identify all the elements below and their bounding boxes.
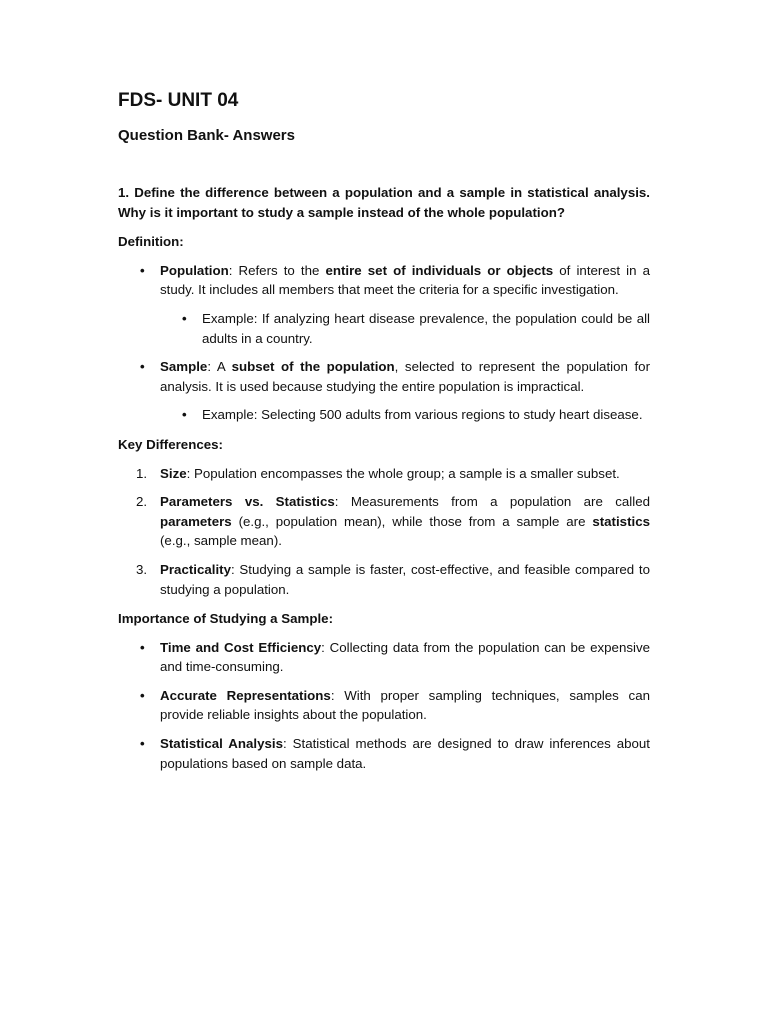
key-difference-item (118, 464, 650, 484)
emphasis-text: entire set of individuals or objects (325, 262, 554, 278)
definition-item-sample (118, 357, 650, 425)
definition-text: : A (207, 359, 232, 375)
list-number: 2. (136, 494, 148, 510)
key-difference-item (118, 492, 650, 551)
importance-paragraph (160, 638, 650, 677)
importance-paragraph (160, 734, 650, 773)
importance-item (118, 734, 650, 773)
document-title: FDS- UNIT 04 (118, 90, 239, 111)
bullet-icon: • (140, 639, 145, 655)
question-text: 1. Define the difference between a population and a sample in statistical analysis. Why is it important to study a sample instead of the whole population? (118, 185, 650, 220)
importance-item (118, 638, 650, 677)
importance-heading: Importance of Studying a Sample: (118, 611, 333, 627)
definition-text: , selected to represent the population for analysis. It is used because studying the entire population is impractical. (160, 359, 650, 394)
key-difference-text: : Measurements from a population are called (334, 494, 650, 510)
definition-list (118, 261, 650, 425)
example-list (160, 405, 650, 425)
bullet-icon: • (140, 687, 145, 703)
term-label: Statistical Analysis (160, 736, 283, 752)
key-difference-paragraph (160, 560, 650, 599)
term-label: Population (160, 262, 229, 278)
bullet-icon: • (140, 736, 145, 752)
key-differences-heading: Key Differences: (118, 436, 223, 452)
importance-text: : Collecting data from the population can be expensive and time-consuming. (160, 639, 650, 675)
importance-text: : With proper sampling techniques, samples can provide reliable insights about the population. (160, 687, 650, 723)
sub-bullet-icon: • (182, 310, 187, 326)
list-number: 1. (136, 465, 148, 481)
example-item (160, 405, 650, 425)
definition-paragraph (160, 261, 650, 300)
term-label: Size (160, 465, 187, 481)
term-label: Practicality (160, 561, 231, 577)
bullet-icon: • (140, 262, 145, 278)
key-difference-item (118, 560, 650, 599)
key-difference-text: (e.g., population mean), while those from a sample are (231, 513, 593, 529)
example-list (160, 309, 650, 348)
definition-paragraph (160, 357, 650, 396)
term-label: Time and Cost Efficiency (160, 639, 322, 655)
definition-heading: Definition: (118, 234, 184, 250)
emphasis-text: parameters (160, 513, 232, 529)
document-subtitle: Question Bank- Answers (118, 127, 295, 144)
term-label: Parameters vs. Statistics (160, 494, 335, 510)
document-content (118, 88, 650, 782)
definition-item-population (118, 261, 650, 348)
bullet-icon: • (140, 359, 145, 375)
emphasis-text: statistics (592, 513, 650, 529)
key-difference-paragraph (160, 464, 650, 484)
definition-text: of interest in a study. It includes all members that meet the criteria for a specific investigation. (160, 262, 650, 298)
importance-paragraph (160, 686, 650, 725)
example-text: Example: Selecting 500 adults from various regions to study heart disease. (202, 407, 643, 423)
term-label: Sample (160, 359, 208, 375)
example-text: Example: If analyzing heart disease prevalence, the population could be all adults in a country. (202, 310, 650, 346)
importance-item (118, 686, 650, 725)
example-item (160, 309, 650, 348)
sub-bullet-icon: • (182, 407, 187, 423)
definition-text: : Refers to the (228, 262, 326, 278)
term-label: Accurate Representations (160, 687, 331, 703)
key-difference-text: : Studying a sample is faster, cost-effective, and feasible compared to studying a population. (160, 561, 650, 597)
importance-list (118, 638, 650, 774)
list-number: 3. (136, 561, 148, 577)
emphasis-text: subset of the population (231, 359, 395, 375)
key-difference-text: (e.g., sample mean). (160, 533, 282, 549)
key-difference-text: : Population encompasses the whole group; a sample is a smaller subset. (186, 465, 620, 481)
importance-text: : Statistical methods are designed to draw inferences about populations based on sample data. (160, 736, 650, 771)
key-difference-paragraph (160, 492, 650, 551)
key-differences-list (118, 464, 650, 600)
